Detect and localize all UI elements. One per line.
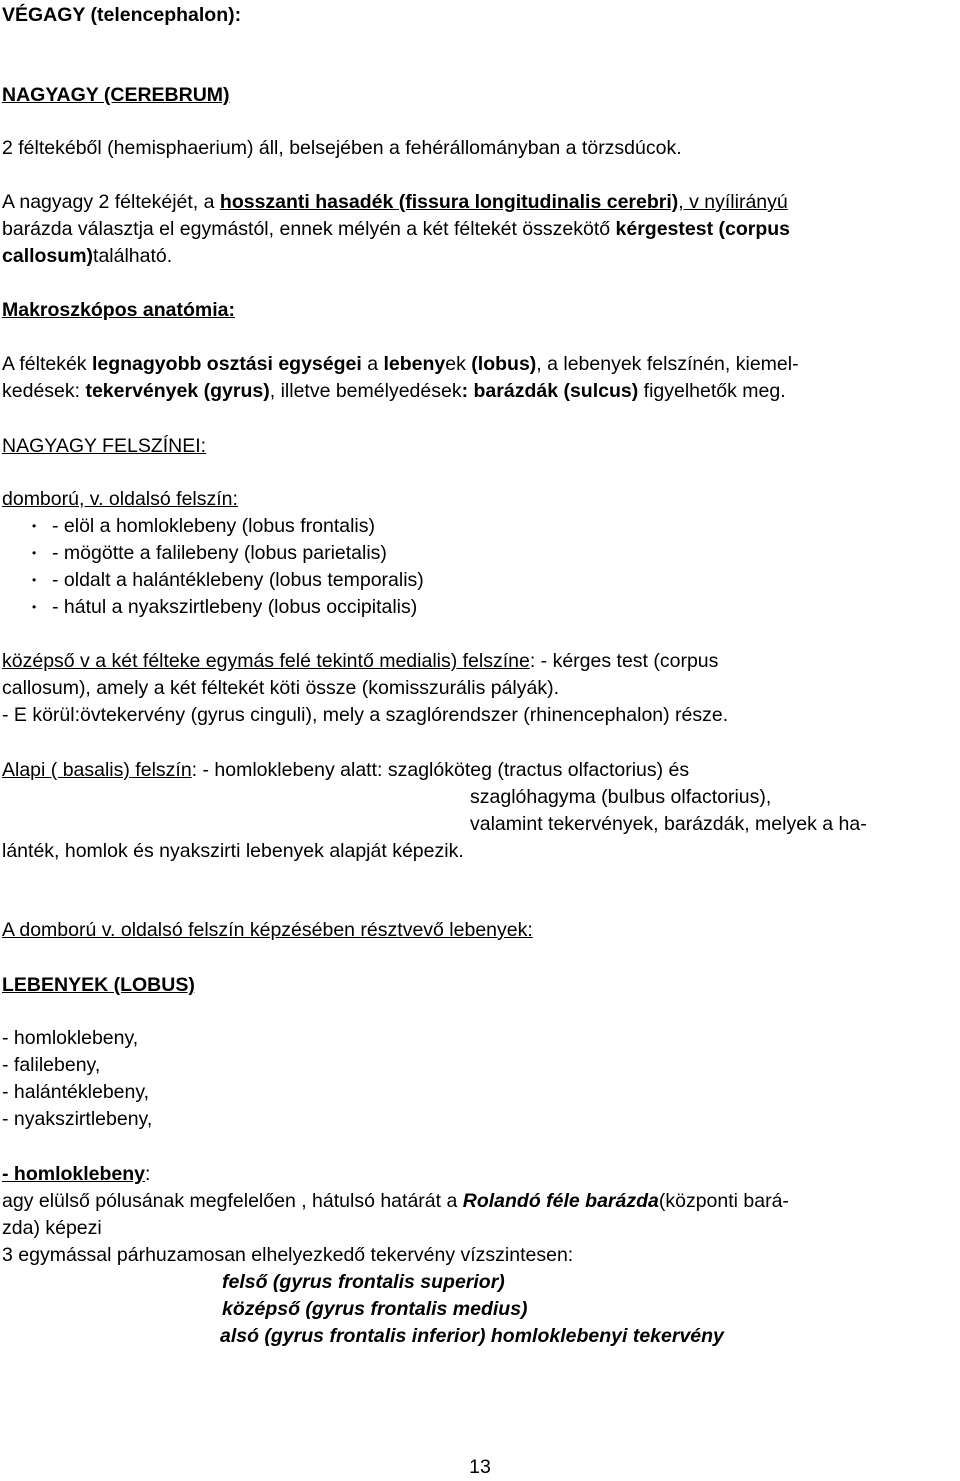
list-item: - homloklebeny, bbox=[2, 1027, 139, 1049]
basal-line3: valamint tekervények, barázdák, melyek a ha- bbox=[470, 813, 867, 835]
gyrus-item: alsó (gyrus frontalis inferior) homloklebenyi tekervény bbox=[220, 1325, 724, 1347]
text: A nagyagy 2 féltekéjét, a bbox=[2, 191, 220, 213]
convex-surface-label: domború, v. oldalsó felszín: bbox=[2, 488, 238, 510]
frontal-heading-line bbox=[2, 1161, 150, 1188]
text: agy elülső pólusának megfelelően , hátulsó határát a bbox=[2, 1190, 463, 1212]
medial-line2: callosum), amely a két féltekét köti össze (komisszurális pályák). bbox=[2, 677, 560, 699]
cerebrum-heading: NAGYAGY (CEREBRUM) bbox=[2, 84, 230, 106]
page-number: 13 bbox=[469, 1456, 491, 1478]
para2-line2 bbox=[2, 378, 786, 405]
medial-line3: - E körül:övtekervény (gyrus cinguli), mely a szaglórendszer (rhinencephalon) része. bbox=[2, 704, 729, 726]
list-item: - nyakszirtlebeny, bbox=[2, 1108, 153, 1130]
basal-line4: lánték, homlok és nyakszirti lebenyek alapját képezik. bbox=[2, 840, 464, 862]
term: : barázdák (sulcus) bbox=[461, 380, 639, 402]
bullet-icon: • bbox=[32, 600, 37, 614]
gyrus-item: felső (gyrus frontalis superior) bbox=[222, 1271, 505, 1293]
text: , a lebenyek felszínén, kiemel- bbox=[536, 353, 799, 375]
intro-line: 2 féltekéből (hemisphaerium) áll, belsejében a fehérállományban a törzsdúcok. bbox=[2, 137, 682, 159]
text: található. bbox=[93, 245, 173, 267]
callosum-term: callosum) bbox=[2, 245, 94, 267]
frontal-line3: 3 egymással párhuzamosan elhelyezkedő tekervény vízszintesen: bbox=[2, 1244, 574, 1266]
text: : - kérges test (corpus bbox=[529, 650, 719, 672]
surfaces-heading: NAGYAGY FELSZÍNEI: bbox=[2, 435, 207, 457]
text: a bbox=[361, 353, 384, 375]
term: lebeny bbox=[383, 353, 446, 375]
bullet-icon: • bbox=[32, 519, 37, 533]
para1-line3 bbox=[2, 243, 172, 270]
text: (központi bará- bbox=[658, 1190, 789, 1212]
term: legnagyobb osztási egységei bbox=[91, 353, 362, 375]
basal-line2: szaglóhagyma (bulbus olfactorius), bbox=[470, 786, 772, 808]
bullet-icon: • bbox=[32, 573, 37, 587]
list-item: - falilebeny, bbox=[2, 1054, 101, 1076]
text: , illetve bemélyedések bbox=[269, 380, 462, 402]
medial-line1 bbox=[2, 648, 718, 675]
para1-line1 bbox=[2, 189, 788, 216]
text: barázda választja el egymástól, ennek mélyén a két féltekét összekötő bbox=[2, 218, 616, 240]
lobes-heading: LEBENYEK (LOBUS) bbox=[2, 974, 195, 996]
basal-surface-label: Alapi ( basalis) felszín bbox=[2, 759, 192, 781]
gyrus-item: középső (gyrus frontalis medius) bbox=[222, 1298, 528, 1320]
macro-heading: Makroszkópos anatómia: bbox=[2, 299, 235, 321]
list-item: - oldalt a halántéklebeny (lobus temporalis) bbox=[52, 569, 424, 591]
fissura-term: hosszanti hasadék (fissura longitudinalis cerebri) bbox=[219, 191, 679, 213]
para2-line1 bbox=[2, 351, 799, 378]
text: A féltekék bbox=[2, 353, 92, 375]
frontal-heading: - homloklebeny bbox=[2, 1163, 146, 1185]
list-item: - elöl a homloklebeny (lobus frontalis) bbox=[52, 515, 375, 537]
list-item: - hátul a nyakszirtlebeny (lobus occipitalis) bbox=[52, 596, 418, 618]
text: figyelhetők meg. bbox=[638, 380, 786, 402]
text: : - homloklebeny alatt: szaglóköteg (tractus olfactorius) és bbox=[191, 759, 690, 781]
convex-lobes-heading: A domború v. oldalsó felszín képzésében résztvevő lebenyek: bbox=[2, 919, 533, 941]
text: kedések: bbox=[2, 380, 86, 402]
text: ek bbox=[445, 353, 472, 375]
para1-line2 bbox=[2, 216, 790, 243]
frontal-line1 bbox=[2, 1188, 789, 1215]
term: tekervények (gyrus) bbox=[85, 380, 270, 402]
bullet-icon: • bbox=[32, 546, 37, 560]
term: (lobus) bbox=[471, 353, 537, 375]
frontal-line2: zda) képezi bbox=[2, 1217, 102, 1239]
medial-surface-label: középső v a két félteke egymás felé tekintő medialis) felszíne bbox=[2, 650, 530, 672]
rolando-term: Rolandó féle barázda bbox=[462, 1190, 659, 1212]
corpus-term: kérgestest (corpus bbox=[615, 218, 790, 240]
document-title: VÉGAGY (telencephalon): bbox=[2, 4, 242, 26]
list-item: - halántéklebeny, bbox=[2, 1081, 150, 1103]
basal-line1 bbox=[2, 757, 689, 784]
text: : bbox=[145, 1163, 151, 1185]
text: , v nyílirányú bbox=[678, 191, 788, 213]
list-item: - mögötte a falilebeny (lobus parietalis) bbox=[52, 542, 387, 564]
